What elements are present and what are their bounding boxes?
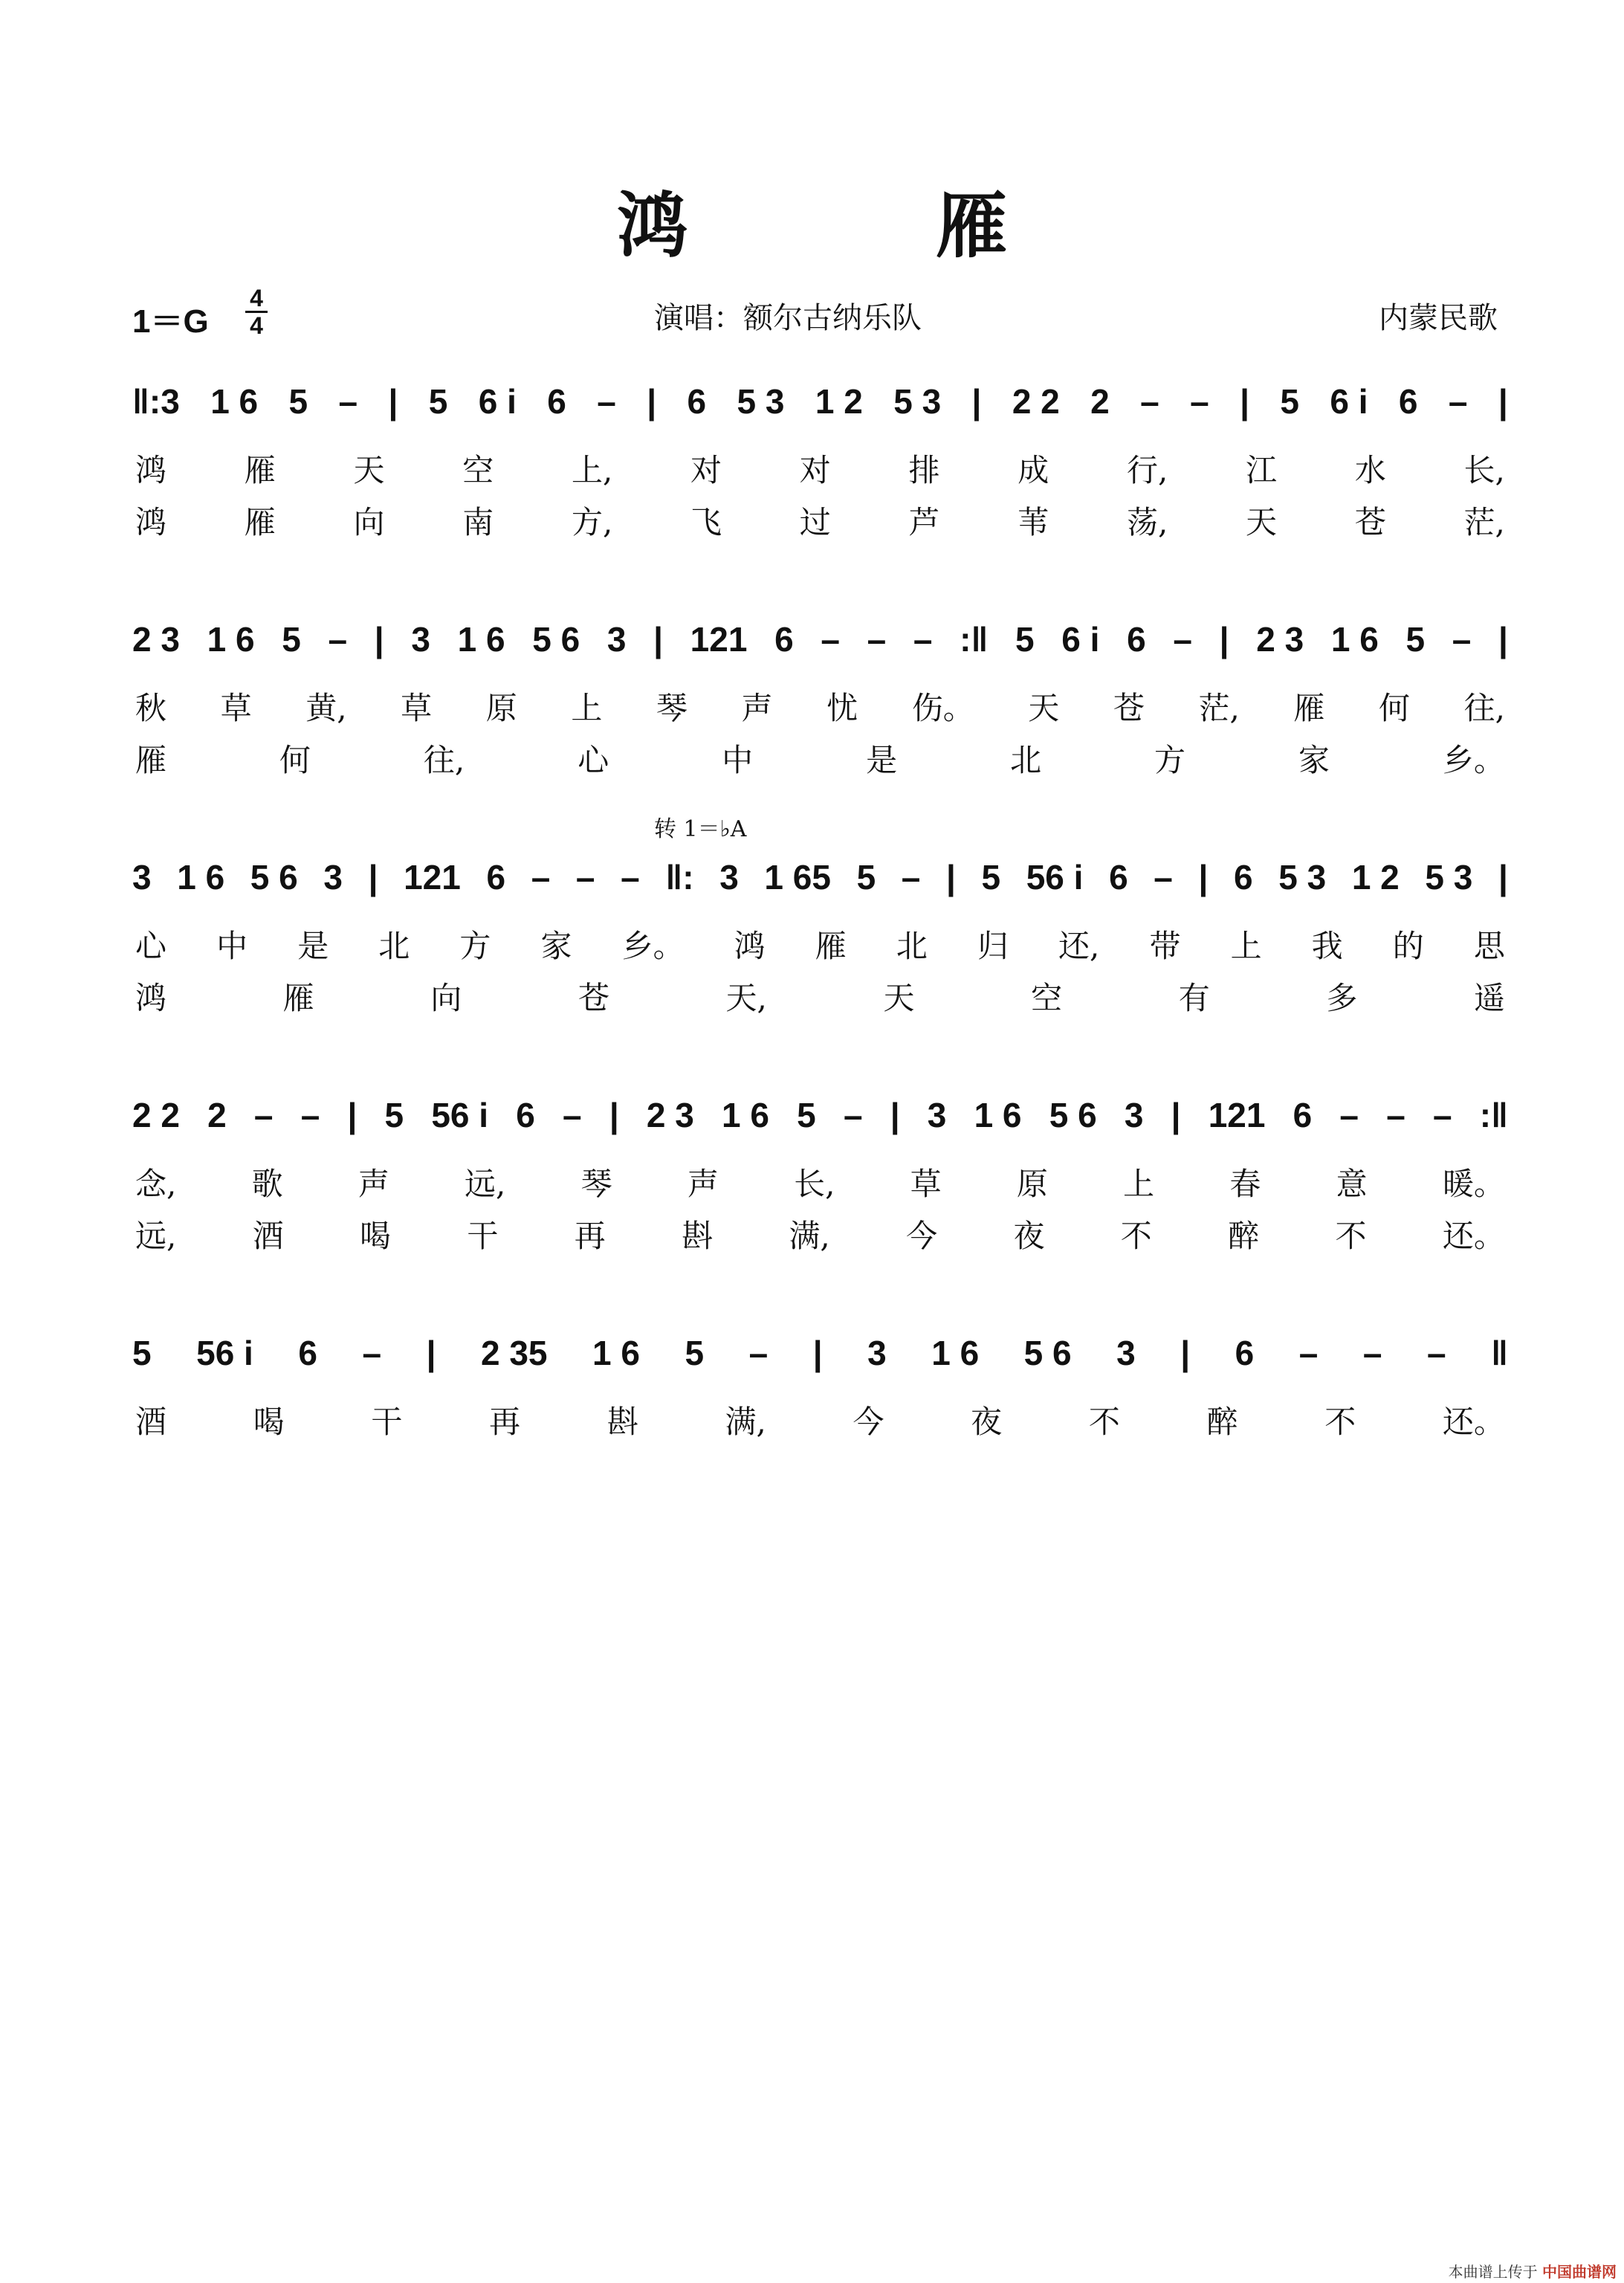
lyric-syllable: 往,	[423, 742, 465, 778]
lyric-syllable: 带	[1149, 928, 1181, 964]
note-group: 5	[856, 858, 876, 897]
lyric-syllable: 还,	[1058, 928, 1100, 964]
lyric-syllable: 斟	[682, 1218, 714, 1254]
bar-line: |	[1498, 382, 1508, 421]
note-group: 1 6	[974, 1096, 1022, 1134]
note-group: –	[621, 858, 640, 897]
bar-line: |	[374, 620, 384, 659]
lyric-syllable: 草	[910, 1166, 942, 1202]
lyric-syllable: 雁	[815, 928, 847, 964]
lyric-syllable: 荡,	[1126, 504, 1168, 540]
lyric-syllable: 苇	[1018, 504, 1049, 540]
lyric-syllable: 秋	[135, 690, 167, 726]
lyric-syllable: 醉	[1228, 1218, 1260, 1254]
note-group: 121	[404, 858, 461, 897]
lyric-line-verse-1	[135, 1160, 1505, 1204]
lyric-syllable: 还。	[1442, 1404, 1505, 1440]
lyric-syllable: 琴	[580, 1166, 612, 1202]
lyric-syllable: 何	[279, 742, 311, 778]
bar-line: |	[1198, 858, 1209, 897]
lyric-syllable: 伤。	[911, 690, 974, 726]
note-group: 6	[1398, 382, 1418, 421]
note-group: 6	[1127, 620, 1146, 659]
note-group: 5	[685, 1334, 705, 1372]
note-group: 3	[719, 858, 739, 897]
lyric-syllable: 鸿	[734, 928, 766, 964]
lyric-syllable: 今	[853, 1404, 884, 1440]
watermark-text: 本曲谱上传于	[1448, 2263, 1538, 2281]
time-signature	[245, 287, 268, 337]
lyric-syllable: 草	[220, 690, 252, 726]
watermark	[1449, 2260, 1617, 2282]
note-group: –	[1386, 1096, 1405, 1134]
note-group: –	[1426, 1334, 1446, 1372]
note-group: 3	[1124, 1096, 1144, 1134]
lyric-syllable: 远,	[465, 1166, 506, 1202]
lyric-syllable: 过	[799, 504, 831, 540]
lyric-syllable: 上,	[571, 452, 613, 488]
lyric-syllable: 满,	[789, 1218, 830, 1254]
lyric-syllable: 多	[1326, 980, 1358, 1016]
lyric-syllable: 雁	[244, 452, 276, 488]
lyric-syllable: 心	[135, 928, 167, 964]
key-signature: 1＝G	[132, 303, 209, 340]
lyric-syllable: 长,	[1463, 452, 1505, 488]
note-group: 6	[516, 1096, 535, 1134]
note-group: –	[821, 620, 840, 659]
note-group: 1 6	[177, 858, 225, 897]
lyric-syllable: 喝	[253, 1404, 285, 1440]
lyric-syllable: 黄,	[305, 690, 347, 726]
note-group: –	[531, 858, 551, 897]
bar-line: |	[1498, 620, 1508, 659]
note-group: 5	[132, 1334, 152, 1372]
note-group: –	[597, 382, 616, 421]
note-group: 6 i	[1061, 620, 1100, 659]
note-group: –	[575, 858, 595, 897]
lyric-syllable: 方,	[571, 504, 613, 540]
note-group: –	[913, 620, 933, 659]
note-group: 3	[411, 620, 430, 659]
note-group: –	[1190, 382, 1209, 421]
note-group: 6	[1293, 1096, 1313, 1134]
modulation-marker: 转 1＝♭A	[654, 816, 747, 842]
lyric-syllable: 今	[906, 1218, 938, 1254]
note-group: –	[338, 382, 358, 421]
note-group: 2 3	[1256, 620, 1304, 659]
song-title: 鸿 雁	[616, 184, 1119, 268]
note-group: 1 6	[210, 382, 259, 421]
singer-credit: 演唱：额尔古纳乐队	[654, 301, 922, 335]
note-group: 5	[288, 382, 308, 421]
lyric-syllable: 北	[378, 928, 410, 964]
note-group: 56 i	[431, 1096, 489, 1134]
lyric-syllable: 家	[1298, 742, 1330, 778]
lyric-syllable: 乡。	[621, 928, 685, 964]
lyric-syllable: 的	[1392, 928, 1424, 964]
lyric-syllable: 草	[401, 690, 433, 726]
lyric-line-verse-1	[135, 684, 1505, 729]
lyric-syllable: 鸿	[135, 504, 167, 540]
note-group: –	[362, 1334, 382, 1372]
note-group: 5 6	[1023, 1334, 1072, 1372]
lyric-syllable: 夜	[1013, 1218, 1045, 1254]
bar-line: ‖:	[665, 858, 694, 897]
bar-line: |	[1171, 1096, 1181, 1134]
note-group: 2 3	[132, 620, 180, 659]
note-group: 56 i	[1026, 858, 1084, 897]
lyric-syllable: 歌	[251, 1166, 283, 1202]
lyric-syllable: 向	[353, 504, 385, 540]
note-group: 5 6	[532, 620, 580, 659]
note-group: 5 3	[1278, 858, 1327, 897]
lyric-syllable: 思	[1473, 928, 1505, 964]
lyric-syllable: 苍	[1113, 690, 1145, 726]
note-group: 6	[687, 382, 707, 421]
lyric-syllable: 中	[722, 742, 754, 778]
lyric-syllable: 我	[1311, 928, 1343, 964]
note-group: –	[748, 1334, 769, 1372]
bar-line: |	[653, 620, 663, 659]
lyric-line-verse-2	[135, 1212, 1505, 1256]
lyric-syllable: 苍	[578, 980, 609, 1016]
lyric-syllable: 干	[467, 1218, 499, 1254]
note-group: 121	[690, 620, 748, 659]
lyric-syllable: 夜	[971, 1404, 1003, 1440]
bar-line: |	[971, 382, 982, 421]
note-group: 5 3	[893, 382, 942, 421]
note-group: –	[1452, 620, 1472, 659]
lyric-syllable: 方	[459, 928, 491, 964]
bar-line: |	[812, 1334, 823, 1372]
lyric-line-verse-2	[135, 736, 1505, 781]
note-group: 6	[1234, 858, 1253, 897]
lyric-syllable: 心	[578, 742, 609, 778]
lyric-syllable: 雁	[282, 980, 314, 1016]
time-signature-bottom: 4	[250, 312, 263, 339]
note-group: 1 6	[931, 1334, 980, 1372]
notation-line	[132, 1085, 1508, 1145]
lyric-syllable: 还。	[1442, 1218, 1505, 1254]
note-group: 3	[132, 858, 152, 897]
lyric-syllable: 原	[485, 690, 517, 726]
song-origin: 内蒙民歌	[1379, 301, 1498, 335]
lyric-syllable: 干	[371, 1404, 403, 1440]
note-group: 5	[981, 858, 1001, 897]
lyric-syllable: 雁	[1293, 690, 1325, 726]
note-group: 5	[797, 1096, 816, 1134]
lyric-syllable: 遥	[1473, 980, 1505, 1016]
bar-line: :‖	[1479, 1096, 1508, 1134]
bar-line: |	[890, 1096, 900, 1134]
note-group: 2	[1090, 382, 1110, 421]
lyric-syllable: 暖。	[1442, 1166, 1505, 1202]
note-group: 5	[282, 620, 301, 659]
note-group: 2 35	[480, 1334, 548, 1372]
lyric-syllable: 向	[430, 980, 462, 1016]
note-group: –	[843, 1096, 863, 1134]
note-group: 5	[1405, 620, 1426, 659]
note-group: 5 3	[1425, 858, 1473, 897]
lyric-syllable: 琴	[656, 690, 688, 726]
note-group: 6	[1109, 858, 1128, 897]
lyric-syllable: 北	[896, 928, 928, 964]
lyric-line-verse-2	[135, 974, 1505, 1018]
bar-line: |	[426, 1334, 436, 1372]
lyric-line-verse-2	[135, 498, 1505, 543]
lyric-syllable: 中	[216, 928, 248, 964]
note-group: 6	[1235, 1334, 1255, 1372]
lyric-syllable: 江	[1246, 452, 1278, 488]
note-group: 1 6	[1330, 620, 1379, 659]
lyric-syllable: 斟	[606, 1404, 638, 1440]
note-group: 3	[867, 1334, 887, 1372]
lyric-line-verse-1	[135, 1398, 1505, 1442]
lyric-syllable: 北	[1010, 742, 1042, 778]
lyric-syllable: 鸿	[135, 452, 167, 488]
lyric-syllable: 不	[1324, 1404, 1356, 1440]
note-group: 3	[927, 1096, 947, 1134]
lyric-syllable: 雁	[244, 504, 276, 540]
note-group: 5	[428, 382, 448, 421]
lyric-syllable: 原	[1016, 1166, 1048, 1202]
bar-line: |	[1498, 858, 1508, 897]
lyric-syllable: 意	[1336, 1166, 1368, 1202]
notation-line	[132, 610, 1508, 669]
bar-line: ‖:3	[132, 382, 180, 421]
note-group: 6 i	[1330, 382, 1368, 421]
note-group: –	[1154, 858, 1173, 897]
lyric-syllable: 对	[799, 452, 831, 488]
lyric-syllable: 再	[489, 1404, 521, 1440]
lyric-syllable: 不	[1120, 1218, 1152, 1254]
note-group: 1 6	[592, 1334, 640, 1372]
lyric-syllable: 空	[462, 452, 494, 488]
note-group: –	[1173, 620, 1192, 659]
bar-line: |	[1219, 620, 1229, 659]
lyric-syllable: 往,	[1463, 690, 1505, 726]
note-group: –	[563, 1096, 582, 1134]
lyric-syllable: 忧	[826, 690, 858, 726]
note-group: 6 i	[478, 382, 517, 421]
lyric-syllable: 家	[540, 928, 572, 964]
lyric-syllable: 上	[1123, 1166, 1155, 1202]
lyric-syllable: 长,	[794, 1166, 835, 1202]
note-group: 2 3	[646, 1096, 694, 1134]
note-group: 6	[774, 620, 794, 659]
lyric-syllable: 芦	[908, 504, 940, 540]
note-group: 56 i	[196, 1334, 253, 1372]
bar-line: |	[347, 1096, 358, 1134]
bar-line: |	[946, 858, 956, 897]
lyric-syllable: 茫,	[1463, 504, 1505, 540]
note-group: –	[1339, 1096, 1359, 1134]
note-group: –	[1432, 1096, 1452, 1134]
notation-line	[132, 1323, 1508, 1383]
note-group: 5 6	[1049, 1096, 1097, 1134]
note-group: 2 2	[1012, 382, 1060, 421]
lyric-syllable: 排	[908, 452, 940, 488]
note-group: 2	[207, 1096, 227, 1134]
lyric-syllable: 苍	[1354, 504, 1386, 540]
lyric-syllable: 声	[741, 690, 773, 726]
lyric-syllable: 对	[690, 452, 722, 488]
lyric-line-verse-1	[135, 446, 1505, 491]
note-group: 6	[298, 1334, 317, 1372]
lyric-syllable: 飞	[690, 504, 722, 540]
time-signature-top: 4	[250, 285, 263, 311]
note-group: 1 65	[764, 858, 831, 897]
note-group: –	[867, 620, 887, 659]
note-group: 3	[606, 620, 627, 659]
bar-line: |	[388, 382, 398, 421]
note-group: 5	[1015, 620, 1035, 659]
note-group: 1 6	[722, 1096, 769, 1134]
lyric-syllable: 行,	[1126, 452, 1168, 488]
lyric-syllable: 有	[1178, 980, 1210, 1016]
note-group: 2 2	[132, 1096, 180, 1134]
lyric-syllable: 鸿	[135, 980, 167, 1016]
lyric-syllable: 方	[1154, 742, 1186, 778]
lyric-syllable: 何	[1379, 690, 1411, 726]
lyric-syllable: 天	[1246, 504, 1278, 540]
bar-line: |	[647, 382, 657, 421]
note-group: 5 3	[737, 382, 785, 421]
lyric-syllable: 水	[1354, 452, 1386, 488]
lyric-syllable: 归	[977, 928, 1009, 964]
bar-line: :‖	[960, 620, 989, 659]
notation-line	[132, 847, 1508, 907]
note-group: 3	[323, 858, 343, 897]
lyric-syllable: 天	[883, 980, 915, 1016]
note-group: 121	[1208, 1096, 1266, 1134]
lyric-line-verse-1	[135, 922, 1505, 966]
lyric-syllable: 满,	[725, 1404, 766, 1440]
lyric-syllable: 不	[1335, 1218, 1367, 1254]
note-group: 6	[547, 382, 566, 421]
lyric-syllable: 上	[571, 690, 603, 726]
lyric-syllable: 再	[574, 1218, 606, 1254]
lyric-syllable: 上	[1230, 928, 1262, 964]
note-group: 1 2	[815, 382, 863, 421]
lyric-syllable: 是	[297, 928, 329, 964]
lyric-syllable: 远,	[135, 1218, 177, 1254]
note-group: 3	[1116, 1334, 1136, 1372]
lyric-syllable: 空	[1031, 980, 1063, 1016]
lyric-syllable: 春	[1229, 1166, 1261, 1202]
lyric-syllable: 喝	[360, 1218, 392, 1254]
bar-line: |	[1180, 1334, 1191, 1372]
note-group: 1 6	[457, 620, 505, 659]
note-group: –	[253, 1096, 274, 1134]
note-group: –	[1140, 382, 1159, 421]
bar-line: |	[1240, 382, 1249, 421]
watermark-logo: 中国曲谱网	[1542, 2263, 1617, 2281]
lyric-syllable: 成	[1018, 452, 1049, 488]
lyric-syllable: 天	[353, 452, 385, 488]
lyric-syllable: 不	[1088, 1404, 1120, 1440]
lyric-syllable: 酒	[252, 1218, 284, 1254]
lyric-syllable: 声	[358, 1166, 389, 1202]
lyric-syllable: 醉	[1206, 1404, 1238, 1440]
lyric-syllable: 茫,	[1198, 690, 1240, 726]
lyric-syllable: 天,	[725, 980, 767, 1016]
note-group: 5 6	[250, 858, 298, 897]
note-group: –	[1298, 1334, 1319, 1372]
lyric-syllable: 天	[1028, 690, 1060, 726]
lyric-syllable: 酒	[135, 1404, 167, 1440]
notation-line	[132, 372, 1508, 431]
note-group: –	[901, 858, 921, 897]
note-group: 1 2	[1351, 858, 1400, 897]
lyric-syllable: 念,	[135, 1166, 177, 1202]
lyric-syllable: 雁	[135, 742, 167, 778]
note-group: –	[1448, 382, 1468, 421]
bar-line: |	[368, 858, 378, 897]
note-group: –	[328, 620, 348, 659]
lyric-syllable: 声	[687, 1166, 719, 1202]
bar-line: ‖	[1491, 1334, 1508, 1372]
lyric-syllable: 是	[866, 742, 898, 778]
lyric-syllable: 南	[462, 504, 494, 540]
note-group: –	[1362, 1334, 1382, 1372]
bar-line: |	[609, 1096, 619, 1134]
note-group: 5	[1280, 382, 1299, 421]
note-group: 5	[384, 1096, 404, 1134]
note-group: 6	[486, 858, 506, 897]
note-group: 1 6	[207, 620, 255, 659]
note-group: –	[300, 1096, 320, 1134]
lyric-syllable: 乡。	[1442, 742, 1505, 778]
